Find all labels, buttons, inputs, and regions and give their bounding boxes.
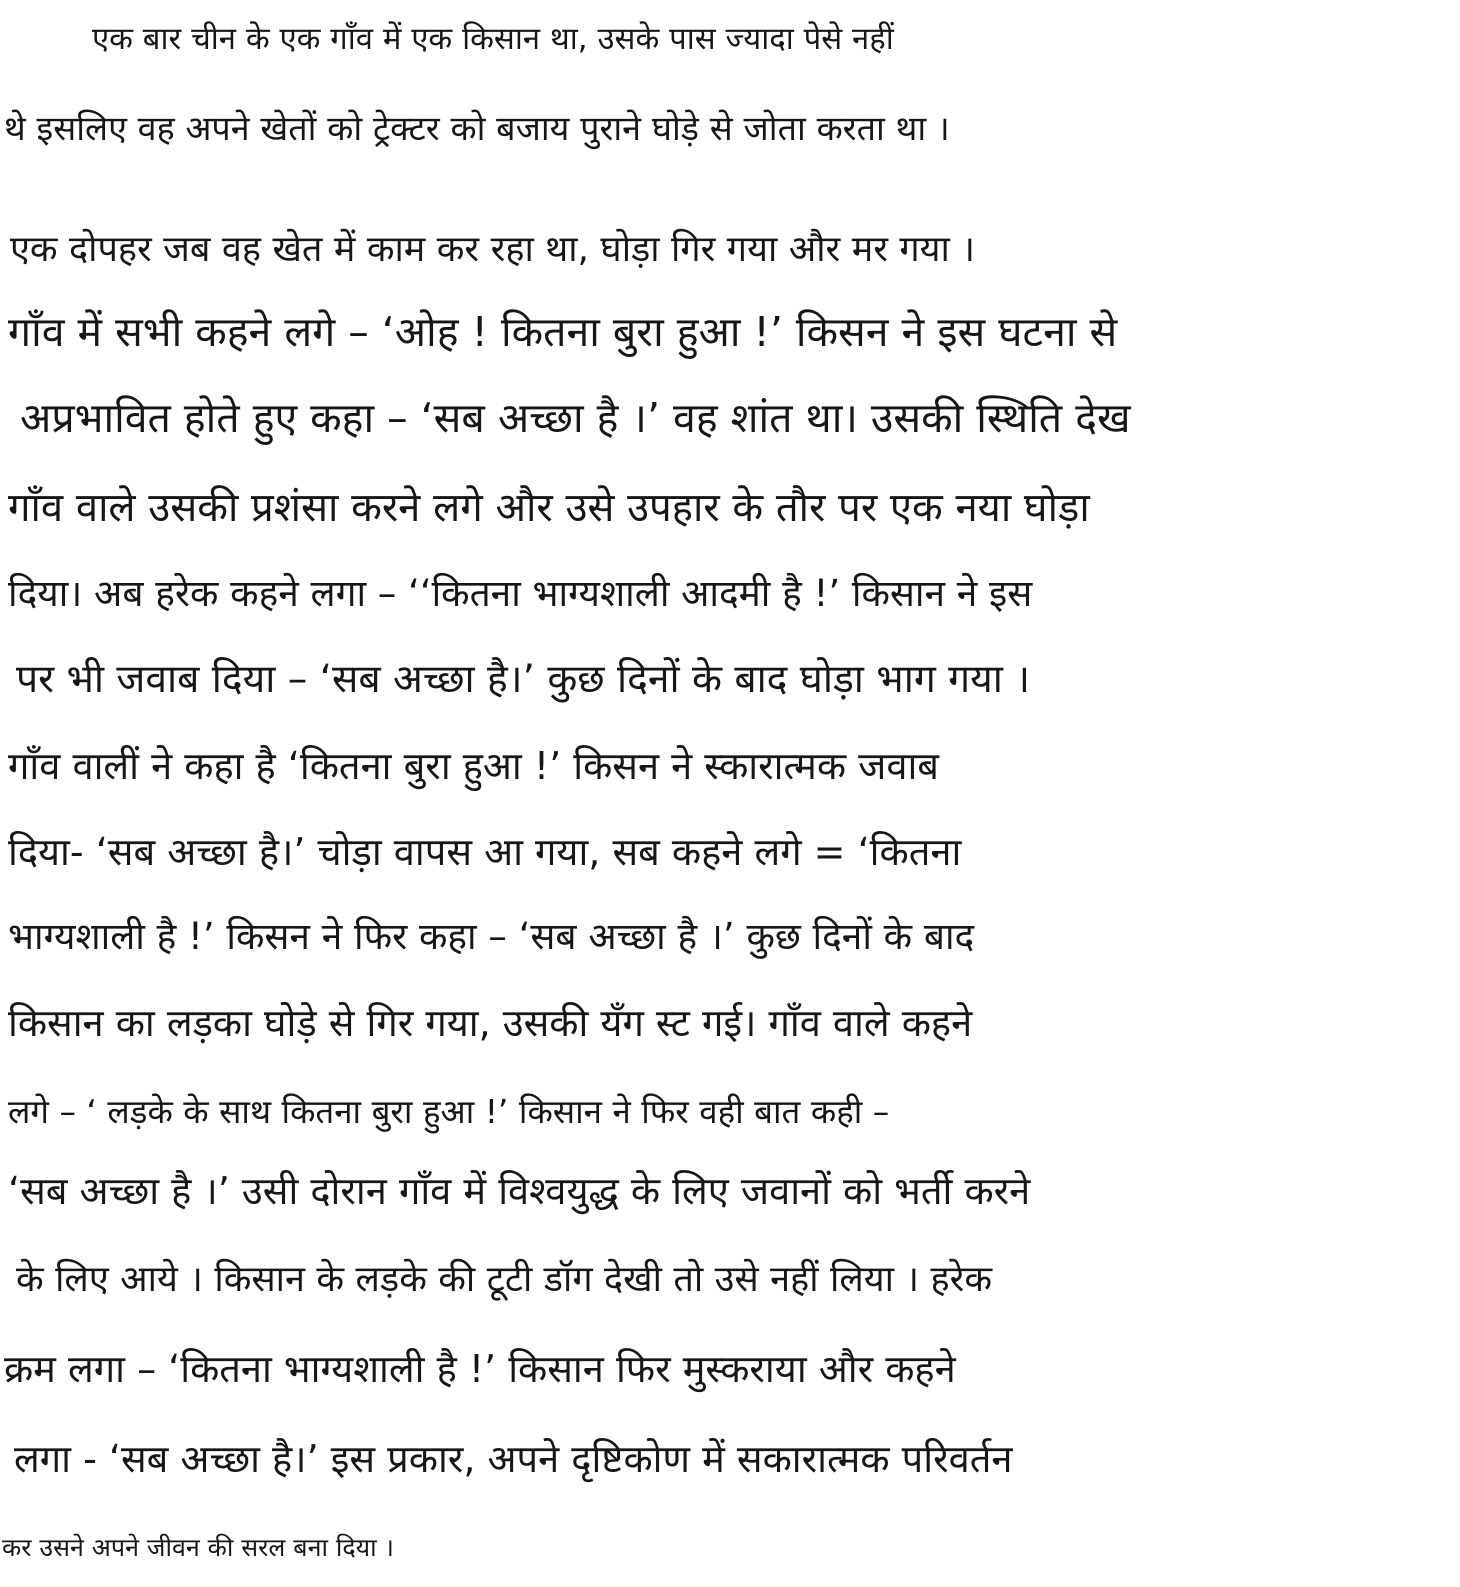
text-line: भाग्यशाली है !’ किसन ने फिर कहा – ‘सब अच्छा है ।’ कुछ दिनों के बाद	[8, 915, 975, 958]
text-line: दिया। अब हरेक कहने लगा – ‘‘कितना भाग्यशाली आदमी है !’ किसान ने इस	[8, 572, 1033, 615]
text-line: लगे – ‘ लड़के के साथ कितना बुरा हुआ !’ किसान ने फिर वही बात कही –	[8, 1092, 890, 1131]
text-line: अप्रभावित होते हुए कहा – ‘सब अच्छा है ।’ वह शांत था। उसकी स्थिति देख	[20, 394, 1131, 442]
text-line: के लिए आये । किसान के लड़के की टूटी डॉग देखी तो उसे नहीं लिया । हरेक	[16, 1259, 992, 1300]
text-line: गाँव में सभी कहने लगे – ‘ओह ! कितना बुरा हुआ !’ किसन ने इस घटना से	[8, 308, 1118, 356]
text-line: कर उसने अपने जीवन की सरल बना दिया ।	[2, 1533, 395, 1562]
text-line: दिया- ‘सब अच्छा है।’ चोड़ा वापस आ गया, सब कहने लगे = ‘कितना	[8, 830, 962, 874]
text-line: गाँव वाले उसकी प्रशंसा करने लगे और उसे उपहार के तौर पर एक नया घोड़ा	[8, 485, 1090, 531]
text-line: ‘सब अच्छा है ।’ उसी दोरान गाँव में विश्वयुद्ध के लिए जवानों को भर्ती करने	[8, 1169, 1031, 1213]
text-line: पर भी जवाब दिया – ‘सब अच्छा है।’ कुछ दिनों के बाद घोड़ा भाग गया ।	[16, 657, 1031, 702]
text-line: एक बार चीन के एक गाँव में एक किसान था, उसके पास ज्यादा पेसे नहीं	[92, 21, 894, 57]
text-line: किसान का लड़का घोड़े से गिर गया, उसकी यँग स्ट गई। गाँव वाले कहने	[8, 1001, 973, 1045]
text-line: लगा - ‘सब अच्छा है।’ इस प्रकार, अपने दृष्टिकोण में सकारात्मक परिवर्तन	[14, 1437, 1013, 1481]
text-line: गाँव वालीं ने कहा है ‘कितना बुरा हुआ !’ किसन ने स्कारात्मक जवाब	[8, 744, 940, 788]
text-line: क्रम लगा – ‘कितना भाग्यशाली है !’ किसान फिर मुस्कराया और कहने	[4, 1347, 956, 1391]
text-line: एक दोपहर जब वह खेत में काम कर रहा था, घोड़ा गिर गया और मर गया ।	[10, 229, 975, 270]
text-line: थे इसलिए वह अपने खेतों को ट्रेक्टर को बजाय पुराने घोड़े से जोता करता था ।	[4, 109, 950, 149]
